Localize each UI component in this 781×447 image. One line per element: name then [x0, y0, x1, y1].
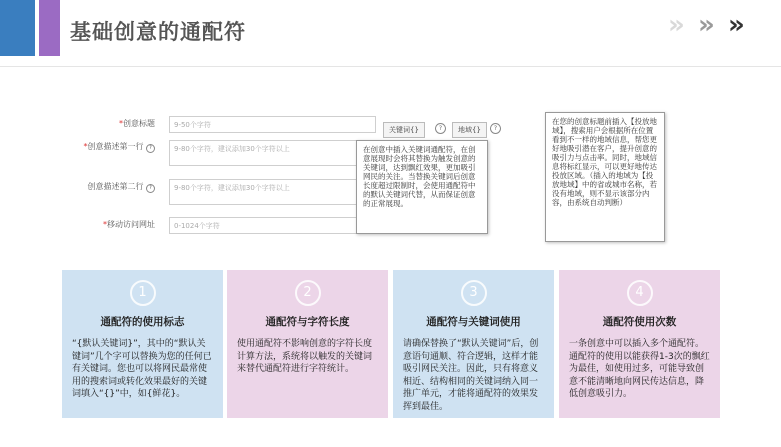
help-icon[interactable]: ?: [435, 123, 446, 134]
info-card-3: [393, 270, 554, 418]
header-divider: [0, 66, 781, 67]
insert-region-button[interactable]: 地域{}: [452, 122, 487, 138]
info-card-2: [227, 270, 388, 418]
card-title: 通配符的使用标志: [100, 316, 185, 328]
mobile-url-input[interactable]: 0-1024个字符: [169, 217, 376, 234]
info-card-1: [62, 270, 223, 418]
chevron-right-icon: »: [728, 10, 745, 40]
help-icon[interactable]: ?: [146, 144, 155, 153]
field-label-desc1: *创意描述第一行 ?: [60, 141, 155, 153]
keyword-wildcard-tooltip: 在创意中插入关键词通配符，在创意展现时会将其替换为触发创意的关键词，达到飘红效果，更加吸引网民的关注。当替换关键词后创意长度超过限制时，会使用通配符中的默认关键词代替，从而保证创意的正常展现。: [356, 140, 488, 234]
card-number: 2: [295, 280, 321, 306]
card-number: 1: [130, 280, 156, 306]
card-body: 请确保替换了“默认关键词”后，创意语句通顺、符合逻辑，这样才能吸引网民关注。因此，只有将意义相近、结构相同的关键词纳入同一推广单元，才能将通配符的效果发挥到最佳。: [403, 339, 539, 412]
card-body: “{默认关键词}”，其中的“默认关键词”几个字可以替换为您的任何已有关键词。您也可以将网民最常使用的搜索词或转化效果最好的关键词填入“{}”中，如{鲜花}。: [72, 339, 212, 399]
header-purple-accent: [39, 0, 60, 56]
chevron-right-icon: »: [668, 10, 685, 40]
card-title: 通配符使用次数: [602, 316, 677, 328]
page-title: 基础创意的通配符: [70, 20, 246, 44]
title-input[interactable]: 9-50个字符: [169, 116, 376, 133]
field-label-mobile-url: *移动访问网址: [103, 220, 155, 229]
description-line1-input[interactable]: 9-80个字符，建议添加30个字符以上: [169, 140, 376, 166]
chevron-right-icon: »: [698, 10, 715, 40]
card-body: 使用通配符不影响创意的字符长度计算方法，系统将以触发的关键词来替代通配符进行字符统计。: [237, 339, 373, 374]
card-number: 3: [461, 280, 487, 306]
field-label-desc2: 创意描述第二行 ?: [60, 181, 155, 193]
card-title: 通配符与字符长度: [265, 316, 350, 328]
card-number: 4: [627, 280, 653, 306]
card-body: 一条创意中可以插入多个通配符。通配符的使用以能获得1-3次的飘红为最佳，如使用过多，可能导致创意不能清晰地向网民传达信息，降低创意吸引力。: [569, 339, 710, 399]
help-icon[interactable]: ?: [490, 123, 501, 134]
info-card-4: [559, 270, 720, 418]
field-label-title: *创意标题: [119, 119, 155, 128]
card-title: 通配符与关键词使用: [426, 316, 521, 328]
help-icon[interactable]: ?: [146, 184, 155, 193]
insert-keyword-button[interactable]: 关键词{}: [383, 122, 425, 138]
description-line2-input[interactable]: 9-80个字符，建议添加30个字符以上: [169, 179, 376, 205]
header-blue-accent: [0, 0, 35, 56]
region-tooltip: 在您的创意标题前插入【投放地域】，搜索用户会根据所在位置看到不一样的地域信息，帮您更好地吸引潜在客户，提升创意的吸引力与点击率。同时，地域信息将标红显示，可以更好地传达投放区域。（插入的地域为【投放地域】中的省或城市名称，若没有地域，则不显示该部分内容，由系统自动判断）: [545, 112, 665, 242]
